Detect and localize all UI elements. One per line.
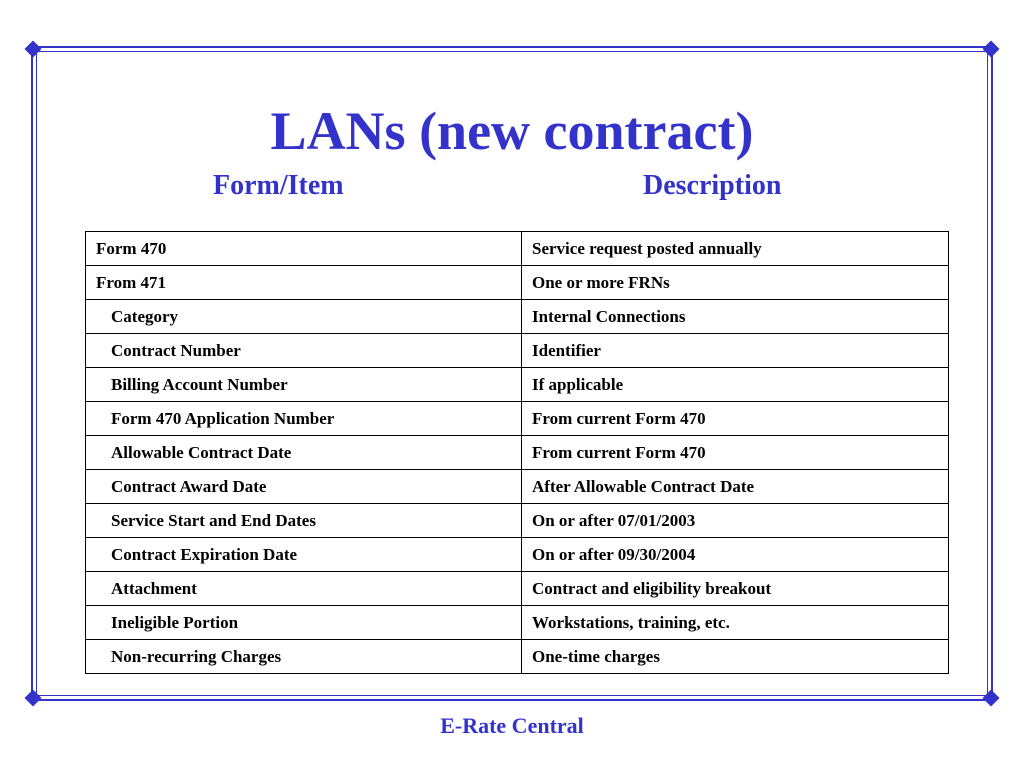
table-cell-item: Category xyxy=(86,300,522,334)
table-cell-item: Contract Number xyxy=(86,334,522,368)
table-row xyxy=(86,402,949,436)
table-cell-item: Contract Expiration Date xyxy=(86,538,522,572)
table-cell-description: If applicable xyxy=(522,368,949,402)
table-cell-description: On or after 09/30/2004 xyxy=(522,538,949,572)
table-row xyxy=(86,606,949,640)
table-cell-description: Internal Connections xyxy=(522,300,949,334)
table-cell-description: On or after 07/01/2003 xyxy=(522,504,949,538)
form-item-table-body xyxy=(86,232,949,674)
corner-diamond-bottom-left-icon xyxy=(25,690,42,707)
corner-diamond-top-left-icon xyxy=(25,41,42,58)
table-cell-description: Service request posted annually xyxy=(522,232,949,266)
form-item-table xyxy=(85,231,949,674)
table-cell-item: Attachment xyxy=(86,572,522,606)
table-row xyxy=(86,470,949,504)
table-cell-description: Workstations, training, etc. xyxy=(522,606,949,640)
footer-text: E-Rate Central xyxy=(440,713,584,738)
table-cell-description: Identifier xyxy=(522,334,949,368)
table-cell-item: Non-recurring Charges xyxy=(86,640,522,674)
table-row xyxy=(86,334,949,368)
slide-title: LANs (new contract) xyxy=(270,101,754,161)
table-row xyxy=(86,300,949,334)
table-row xyxy=(86,538,949,572)
table-cell-description: From current Form 470 xyxy=(522,402,949,436)
column-header-description: Description xyxy=(643,170,782,201)
table-cell-item: Form 470 xyxy=(86,232,522,266)
corner-diamond-top-right-icon xyxy=(983,41,1000,58)
table-row xyxy=(86,266,949,300)
corner-diamond-bottom-right-icon xyxy=(983,690,1000,707)
table-cell-item: Form 470 Application Number xyxy=(86,402,522,436)
table-row xyxy=(86,572,949,606)
table-row xyxy=(86,436,949,470)
table-cell-description: After Allowable Contract Date xyxy=(522,470,949,504)
table-cell-description: One or more FRNs xyxy=(522,266,949,300)
table-cell-item: From 471 xyxy=(86,266,522,300)
table-cell-description: One-time charges xyxy=(522,640,949,674)
table-cell-description: From current Form 470 xyxy=(522,436,949,470)
table-cell-description: Contract and eligibility breakout xyxy=(522,572,949,606)
frame-top-line-outer xyxy=(34,46,992,48)
table-row xyxy=(86,640,949,674)
table-cell-item: Billing Account Number xyxy=(86,368,522,402)
table-cell-item: Service Start and End Dates xyxy=(86,504,522,538)
frame-bottom-line-outer xyxy=(34,699,992,701)
table-cell-item: Allowable Contract Date xyxy=(86,436,522,470)
frame-top-line-inner xyxy=(34,51,992,52)
table-cell-item: Contract Award Date xyxy=(86,470,522,504)
frame-bottom-line-inner xyxy=(34,695,992,696)
column-header-form-item: Form/Item xyxy=(213,170,344,201)
table-row xyxy=(86,232,949,266)
table-cell-item: Ineligible Portion xyxy=(86,606,522,640)
table-row xyxy=(86,504,949,538)
table-row xyxy=(86,368,949,402)
